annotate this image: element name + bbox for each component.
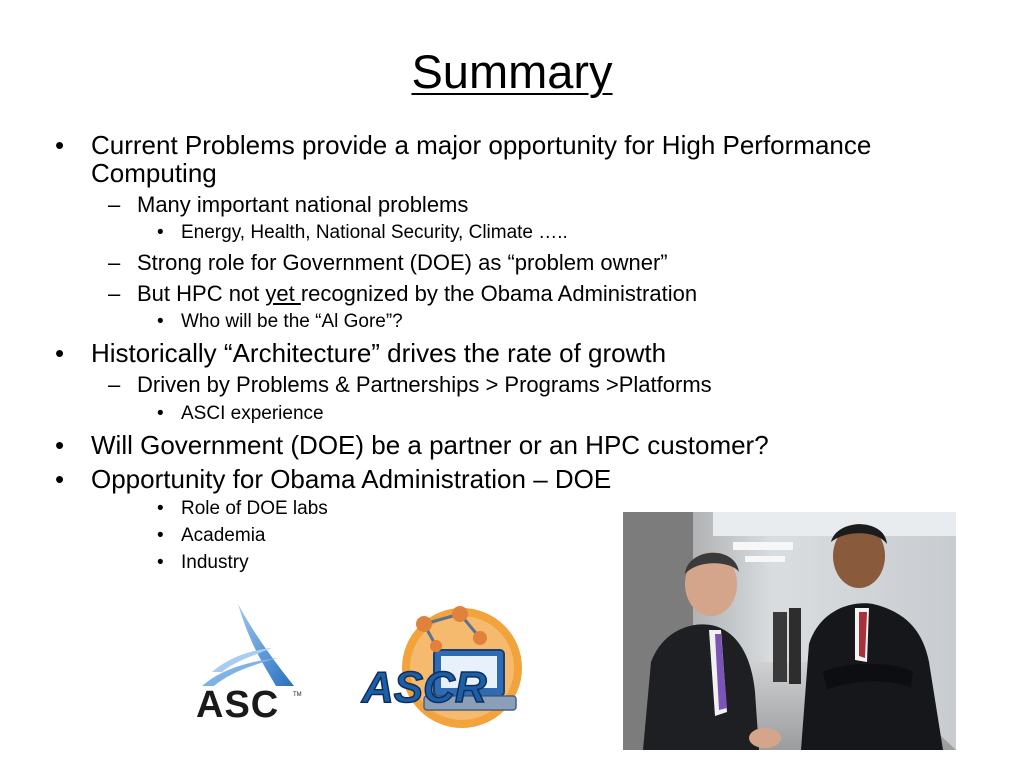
bullet-marker: • <box>157 222 164 243</box>
bullet-marker: • <box>157 498 164 519</box>
dash-marker: – <box>108 372 121 397</box>
ascr-logo-text: ASCR <box>362 663 487 712</box>
bullet-text: Computing <box>91 158 217 188</box>
asc-logo-tm: TM <box>293 692 302 698</box>
sub-sub-bullet-text: Role of DOE labs <box>181 498 328 519</box>
sub-sub-bullet-text: Academia <box>181 525 266 546</box>
bullet-marker: • <box>157 525 164 546</box>
sub-sub-bullet-text: ASCI experience <box>181 403 324 424</box>
slide-title: Summary <box>411 45 613 98</box>
sub-bullet-text: Driven by Problems & Partnerships > Programs >Platforms <box>137 372 712 397</box>
dash-marker: – <box>108 250 121 275</box>
photo-two-men-in-hallway <box>623 512 956 750</box>
ascr-logo <box>354 604 536 738</box>
asc-logo <box>192 600 304 722</box>
sub-bullet-text: Many important national problems <box>137 192 469 217</box>
dash-marker: – <box>108 281 121 306</box>
bullet-marker: • <box>55 338 65 368</box>
sub-sub-bullet-text: Energy, Health, National Security, Climate ….. <box>181 222 568 243</box>
bullet-text: Opportunity for Obama Administration – DOE <box>91 464 612 494</box>
bullet-text: Historically “Architecture” drives the rate of growth <box>91 338 667 368</box>
sub-bullet-text: Strong role for Government (DOE) as “problem owner” <box>137 250 668 275</box>
bullet-marker: • <box>157 552 164 573</box>
bullet-marker: • <box>55 130 65 160</box>
asc-logo-text: ASC <box>196 684 280 722</box>
bullet-text: Current Problems provide a major opportunity for High Performance <box>91 130 872 160</box>
sub-bullet-text <box>137 281 697 307</box>
sub-sub-bullet-text: Who will be the “Al Gore”? <box>181 311 403 332</box>
sub-sub-bullet-text: Industry <box>181 552 249 573</box>
dash-marker: – <box>108 192 121 217</box>
bullet-marker: • <box>55 464 65 494</box>
text-segment: recognized by the Obama Administration <box>300 281 698 306</box>
bullet-marker: • <box>157 403 164 424</box>
text-segment: But HPC not <box>137 281 266 306</box>
underlined-text: yet <box>265 281 301 306</box>
bullet-marker: • <box>157 311 164 332</box>
bullet-text: Will Government (DOE) be a partner or an HPC customer? <box>91 430 769 460</box>
bullet-marker: • <box>55 430 65 460</box>
